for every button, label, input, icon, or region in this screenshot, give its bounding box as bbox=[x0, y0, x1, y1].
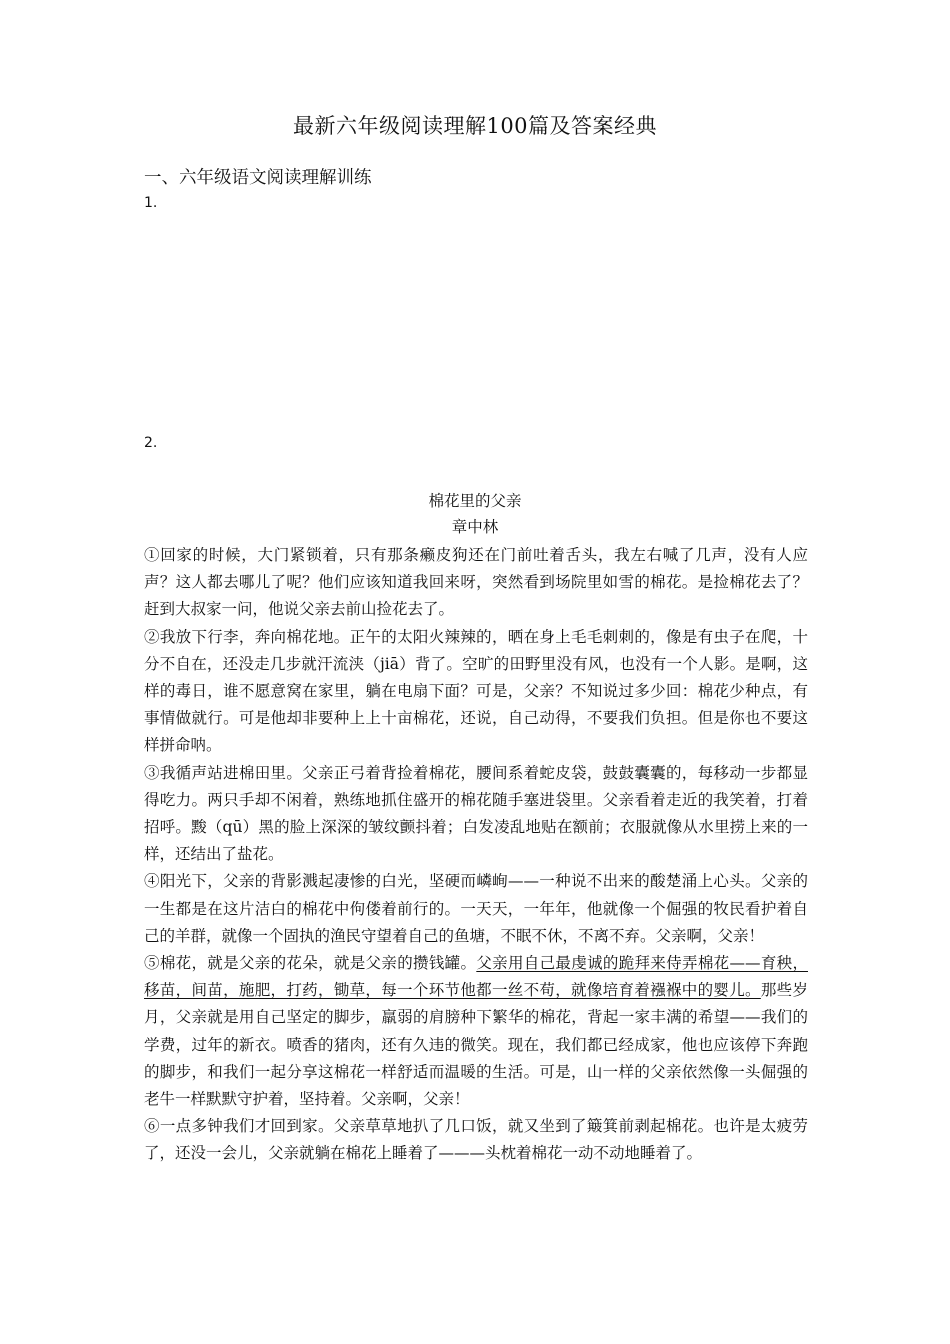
underlined-sentence: 父亲用自己最虔诚的跪拜来侍弄棉花——育秧，移苗，间苗，施肥，打药，锄草，每一个环节他都一丝不苟，就像培育着襁褓中的婴儿。 bbox=[144, 954, 808, 1000]
paragraph-4: ④阳光下，父亲的背影溅起凄惨的白光，坚硬而嶙峋——一种说不出来的酸楚涌上心头。父亲的一生都是在这片洁白的棉花中佝偻着前行的。一天天，一年年，他就像一个倔强的牧民看护着自己的羊群，就像一个固执的渔民守望着自己的鱼塘，不眠不休，不离不弃。父亲啊，父亲！ bbox=[144, 872, 808, 945]
article-body bbox=[144, 542, 808, 1168]
paragraph-1: ①回家的时候，大门紧锁着，只有那条癞皮狗还在门前吐着舌头，我左右喊了几声，没有人应声？这人都去哪儿了呢？他们应该知道我回来呀，突然看到场院里如雪的棉花。是捡棉花去了？赶到大叔家一问，他说父亲去前山捡花去了。 bbox=[144, 546, 808, 619]
question-number-2: 2. bbox=[144, 435, 158, 451]
paragraph-5 bbox=[144, 950, 808, 1113]
page-title: 最新六年级阅读理解100篇及答案经典 bbox=[292, 114, 658, 138]
paragraph-3: ③我循声站进棉田里。父亲正弓着背捡着棉花，腰间系着蛇皮袋，鼓鼓囊囊的，每移动一步都显得吃力。两只手却不闲着，熟练地抓住盛开的棉花随手塞进袋里。父亲看着走近的我笑着，打着招呼。黢（qū）黑的脸上深深的皱纹颤抖着；白发凌乱地贴在额前；衣服就像从水里捞上来的一样，还结出了盐花。 bbox=[144, 763, 808, 864]
article-author: 章中林 bbox=[451, 518, 499, 536]
paragraph-2: ②我放下行李，奔向棉花地。正午的太阳火辣辣的，晒在身上毛毛刺刺的，像是有虫子在爬，十分不自在，还没走几步就汗流浃（jiā）背了。空旷的田野里没有风，也没有一个人影。是啊，这样的毒日，谁不愿意窝在家里，躺在电扇下面？可是，父亲？不知说过多少回：棉花少种点，有事情做就行。可是他却非要种上上十亩棉花，还说，自己动得，不要我们负担。但是你也不要这样拼命呐。 bbox=[144, 627, 808, 755]
paragraph-6: ⑥一点多钟我们才回到家。父亲草草地扒了几口饭，就又坐到了簸箕前剥起棉花。也许是太疲劳了，还没一会儿，父亲就躺在棉花上睡着了———头枕着棉花一动不动地睡着了。 bbox=[144, 1117, 808, 1163]
paragraph-5-end: 那些岁月，父亲就是用自己坚定的脚步，羸弱的肩膀种下繁华的棉花，背起一家丰满的希望——我们的学费，过年的新衣。喷香的猪肉，还有久违的微笑。现在，我们都已经成家，他也应该停下奔跑的脚步，和我们一起分享这棉花一样舒适而温暖的生活。可是，山一样的父亲依然像一头倔强的老牛一样默默守护着，坚持着。父亲啊，父亲！ bbox=[144, 981, 808, 1109]
paragraph-5-start: ⑤棉花，就是父亲的花朵，就是父亲的攒钱罐。 bbox=[144, 954, 477, 973]
question-number-1: 1. bbox=[144, 195, 158, 211]
article-title: 棉花里的父亲 bbox=[428, 492, 522, 510]
section-heading: 一、六年级语文阅读理解训练 bbox=[144, 168, 372, 188]
